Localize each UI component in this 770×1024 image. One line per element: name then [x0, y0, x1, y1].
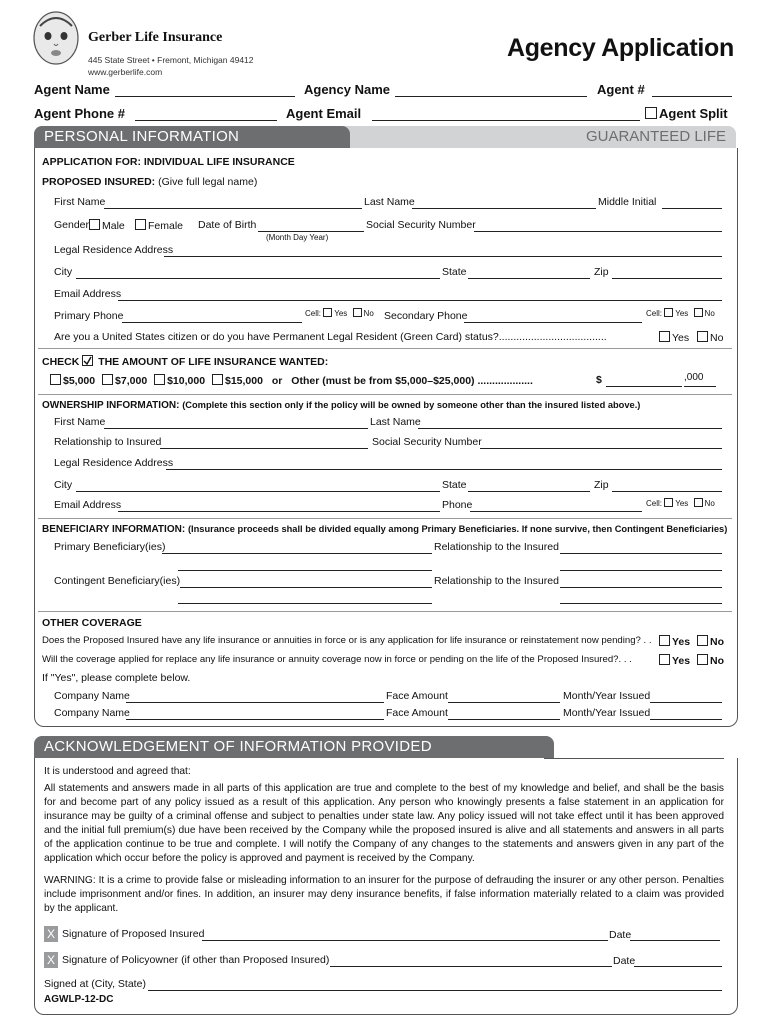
- primary-cell-yes-box[interactable]: [323, 308, 332, 317]
- sig-insured-date-label: Date: [609, 929, 632, 941]
- q2-yes-label: Yes: [672, 655, 691, 667]
- primary-relationship-field[interactable]: [560, 553, 722, 554]
- month-year-issued-field-2[interactable]: [650, 719, 722, 720]
- ssn-label: Social Security Number: [366, 219, 476, 231]
- sig-owner-date-field[interactable]: [634, 966, 722, 967]
- primary-cell-no-box[interactable]: [353, 308, 362, 317]
- state-field[interactable]: [468, 278, 590, 279]
- amount-5000-box[interactable]: [50, 374, 61, 385]
- owner-cell-yes-box[interactable]: [664, 498, 673, 507]
- email-label: Email Address: [54, 288, 122, 300]
- agent-email-field[interactable]: [372, 120, 640, 121]
- agency-name-field[interactable]: [395, 96, 587, 97]
- ownership-hint: (Complete this section only if the policy will be owned by someone other than the insured listed above.): [182, 400, 641, 410]
- female-label: Female: [148, 220, 184, 232]
- amount-5000-label: $5,000: [63, 375, 96, 387]
- face-amount-label: Face Amount: [386, 690, 448, 702]
- first-name-field[interactable]: [104, 208, 362, 209]
- owner-city-label: City: [54, 479, 73, 491]
- page-title: Agency Application: [506, 34, 734, 62]
- other-coverage-title: OTHER COVERAGE: [42, 617, 142, 629]
- ack-warning: WARNING: It is a crime to provide false or misleading information to an insurer for the purpose of defrauding the insurer or any other person. Penalties include imprisonment and/or fines. In addition, an insurer may deny insurance benefits, if false information materially related to a claim was provided by the applicant.: [44, 875, 724, 914]
- citizen-yes-box[interactable]: [659, 331, 670, 342]
- agent-phone-label: Agent Phone #: [34, 106, 126, 121]
- acknowledgement-title: ACKNOWLEDGEMENT OF INFORMATION PROVIDED: [44, 738, 432, 755]
- middle-initial-label: Middle Initial: [598, 196, 657, 208]
- owner-legal-address-label: Legal Residence Address: [54, 457, 174, 469]
- legal-address-field[interactable]: [164, 256, 722, 257]
- signed-at-field[interactable]: [148, 990, 722, 991]
- primary-beneficiary-field-2[interactable]: [178, 570, 432, 571]
- proposed-insured-heading: [42, 176, 257, 188]
- sig-insured-row: [44, 926, 204, 942]
- amount-options: [50, 374, 533, 387]
- agent-split-box[interactable]: [645, 107, 657, 119]
- divider: [38, 611, 732, 612]
- agent-number-label: Agent #: [597, 82, 645, 97]
- gender-label: Gender: [54, 219, 90, 231]
- company-name-label: Company Name: [54, 690, 130, 702]
- check-label: CHECK: [42, 356, 80, 368]
- personal-info-banner: [34, 126, 350, 148]
- citizen-yes-label: Yes: [672, 332, 690, 344]
- q2-no-label: No: [710, 655, 724, 667]
- owner-email-label: Email Address: [54, 499, 122, 511]
- sig-insured-label: Signature of Proposed Insured: [62, 927, 205, 940]
- q1-no-checkbox[interactable]: [697, 635, 724, 648]
- citizen-yes-checkbox[interactable]: [659, 331, 689, 344]
- owner-cell-no-box[interactable]: [694, 498, 703, 507]
- agent-number-field[interactable]: [652, 96, 732, 97]
- owner-phone-field[interactable]: [470, 511, 642, 512]
- q2-yes-checkbox[interactable]: [659, 654, 690, 667]
- sig-insured-date-field[interactable]: [630, 940, 720, 941]
- sig-owner-date-label: Date: [613, 955, 636, 967]
- owner-relationship-label: Relationship to Insured: [54, 436, 162, 448]
- ssn-field[interactable]: [474, 231, 722, 232]
- amount-10000-box[interactable]: [154, 374, 165, 385]
- signed-at-label: Signed at (City, State): [44, 978, 146, 990]
- q1-yes-checkbox[interactable]: [659, 635, 690, 648]
- contingent-relationship-field-2[interactable]: [560, 603, 722, 604]
- gerber-baby-logo: [30, 8, 82, 68]
- contingent-relationship-label: Relationship to the Insured: [434, 575, 559, 587]
- other-amount-field[interactable]: [606, 386, 682, 387]
- agent-name-field[interactable]: [115, 96, 295, 97]
- q2-yes-box[interactable]: [659, 654, 670, 665]
- personal-info-title: PERSONAL INFORMATION: [44, 128, 240, 145]
- q2-no-checkbox[interactable]: [697, 654, 724, 667]
- month-year-issued-label: Month/Year Issued: [563, 690, 651, 702]
- owner-first-name-label: First Name: [54, 416, 106, 428]
- primary-cell-options: [305, 308, 374, 318]
- thousands-suffix: ,000: [684, 372, 704, 383]
- guaranteed-life-text: GUARANTEED LIFE: [585, 128, 726, 145]
- ack-paragraph-1: All statements and answers made in all parts of this application are true and complete to the best of my knowledge and belief, and shall be the basis for and become part of any policy issued as a result of this application. Any person who knowingly presents a false statement in an application for insurance may be guilty of a criminal offense and subject to penalties under state law. Any policy issued will not take effect until it has been approved and the initial full premium(s) due have been received by the Company while the proposed insured is alive and all statements and answers in all parts of the application continue to be true and complete. I will notify the Company of any changes to the statements and answers given in any part of the application which occur before the policy is approved and payment is received by the Company.: [44, 783, 724, 864]
- owner-zip-field[interactable]: [612, 491, 722, 492]
- ack-top-border: [544, 758, 724, 759]
- cell-yes-label: Yes: [334, 309, 348, 318]
- dollar-sign: $: [596, 374, 602, 386]
- citizen-no-checkbox[interactable]: [697, 331, 723, 344]
- owner-email-field[interactable]: [118, 511, 440, 512]
- sign-here-x-icon: X: [44, 926, 58, 942]
- agent-split-checkbox[interactable]: [645, 106, 728, 121]
- owner-state-field[interactable]: [468, 491, 590, 492]
- middle-initial-field[interactable]: [662, 208, 722, 209]
- proposed-insured-hint: (Give full legal name): [158, 176, 258, 188]
- form-code: AGWLP-12-DC: [44, 994, 114, 1005]
- owner-last-name-field[interactable]: [418, 428, 722, 429]
- sig-owner-label: Signature of Policyowner (if other than Proposed Insured): [62, 953, 330, 966]
- face-amount-label-2: Face Amount: [386, 707, 448, 719]
- amount-15000-box[interactable]: [212, 374, 223, 385]
- cell-yes-label-2: Yes: [675, 309, 689, 318]
- city-label: City: [54, 266, 73, 278]
- dob-label: Date of Birth: [198, 219, 257, 231]
- proposed-insured-label: PROPOSED INSURED:: [42, 176, 156, 188]
- primary-phone-field[interactable]: [122, 322, 302, 323]
- check-mark-icon: [82, 355, 93, 366]
- primary-beneficiary-field[interactable]: [162, 553, 432, 554]
- owner-phone-label: Phone: [442, 499, 473, 511]
- ownership-heading: [42, 400, 640, 411]
- amount-15000-label: $15,000: [224, 375, 263, 387]
- beneficiary-title: BENEFICIARY INFORMATION:: [42, 524, 186, 535]
- primary-relationship-label: Relationship to the Insured: [434, 541, 559, 553]
- sig-owner-field[interactable]: [330, 966, 612, 967]
- company-name-field-1[interactable]: [126, 702, 384, 703]
- amount-10000-option[interactable]: [154, 375, 205, 387]
- citizen-question: Are you a United States citizen or do you have Permanent Legal Resident (Green Card) status?.....................................: [54, 331, 607, 343]
- primary-relationship-field-2[interactable]: [560, 570, 722, 571]
- if-yes-instruction: If "Yes", please complete below.: [42, 672, 191, 684]
- primary-phone-label: Primary Phone: [54, 310, 124, 322]
- female-box[interactable]: [135, 219, 146, 230]
- amount-15000-option[interactable]: [212, 375, 263, 387]
- email-field[interactable]: [118, 300, 722, 301]
- amount-7000-option[interactable]: [102, 375, 147, 387]
- first-name-label: First Name: [54, 196, 106, 208]
- citizen-no-box[interactable]: [697, 331, 708, 342]
- beneficiary-hint: (Insurance proceeds shall be divided equally among Primary Beneficiaries. If none survive, then Contingent Beneficiaries): [187, 524, 728, 534]
- owner-relationship-field[interactable]: [160, 448, 368, 449]
- amount-7000-box[interactable]: [102, 374, 113, 385]
- contingent-beneficiary-field-2[interactable]: [178, 603, 432, 604]
- amount-10000-label: $10,000: [167, 375, 206, 387]
- divider: [38, 518, 732, 519]
- secondary-phone-label: Secondary Phone: [384, 310, 468, 322]
- company-name-label-2: Company Name: [54, 707, 130, 719]
- owner-first-name-field[interactable]: [104, 428, 368, 429]
- guaranteed-life-banner: [330, 126, 736, 148]
- beneficiary-heading: [42, 524, 727, 535]
- owner-zip-label: Zip: [594, 479, 609, 491]
- agent-email-label: Agent Email: [286, 106, 362, 121]
- male-checkbox[interactable]: [89, 219, 125, 232]
- owner-city-field[interactable]: [76, 491, 440, 492]
- contingent-beneficiary-label: Contingent Beneficiary(ies): [54, 575, 181, 587]
- or-label: or: [271, 375, 283, 387]
- zip-label: Zip: [594, 266, 609, 278]
- other-coverage-q2: Will the coverage applied for replace any life insurance or annuity coverage now in force or pending on the life of the Proposed Insured?. . .: [42, 654, 632, 665]
- secondary-phone-field[interactable]: [464, 322, 642, 323]
- company-name: Gerber Life Insurance: [88, 30, 223, 45]
- divider: [38, 348, 732, 349]
- divider: [38, 394, 732, 395]
- amount-5000-option[interactable]: [50, 375, 95, 387]
- ack-intro: It is understood and agreed that:: [44, 766, 191, 777]
- sig-insured-field[interactable]: [202, 940, 608, 941]
- acknowledgement-banner: [34, 736, 554, 758]
- owner-ssn-field[interactable]: [480, 448, 722, 449]
- male-label: Male: [102, 220, 125, 232]
- female-checkbox[interactable]: [135, 219, 183, 232]
- thousands-underline: [684, 386, 716, 387]
- legal-address-label: Legal Residence Address: [54, 244, 174, 256]
- q1-no-label: No: [710, 636, 724, 648]
- month-year-issued-label-2: Month/Year Issued: [563, 707, 651, 719]
- zip-field[interactable]: [612, 278, 722, 279]
- owner-cell-label: Cell:: [646, 499, 663, 508]
- owner-legal-address-field[interactable]: [166, 469, 722, 470]
- owner-cell-no-label: No: [704, 499, 715, 508]
- male-box[interactable]: [89, 219, 100, 230]
- other-coverage-q1: Does the Proposed Insured have any life insurance or annuities in force or is any application for life insurance or reinstatement now pending? . .: [42, 635, 652, 646]
- q1-yes-label: Yes: [672, 636, 691, 648]
- sig-owner-row: [44, 952, 329, 968]
- owner-cell-yes-label: Yes: [675, 499, 689, 508]
- contingent-relationship-field[interactable]: [560, 587, 722, 588]
- state-label: State: [442, 266, 467, 278]
- contingent-beneficiary-field[interactable]: [180, 587, 432, 588]
- agent-split-label: Agent Split: [659, 106, 728, 121]
- agent-phone-field[interactable]: [135, 120, 277, 121]
- q1-no-box[interactable]: [697, 635, 708, 646]
- q1-yes-box[interactable]: [659, 635, 670, 646]
- amount-label: THE AMOUNT OF LIFE INSURANCE WANTED:: [98, 356, 329, 368]
- last-name-label: Last Name: [364, 196, 415, 208]
- dob-field[interactable]: [258, 231, 364, 232]
- application-for: APPLICATION FOR: INDIVIDUAL LIFE INSURANCE: [42, 156, 295, 168]
- cell-no-label: No: [363, 309, 374, 318]
- amount-7000-label: $7,000: [115, 375, 148, 387]
- dob-format-hint: (Month Day Year): [266, 233, 329, 242]
- primary-beneficiary-label: Primary Beneficiary(ies): [54, 541, 166, 553]
- citizen-no-label: No: [710, 332, 724, 344]
- month-year-issued-field-1[interactable]: [650, 702, 722, 703]
- face-amount-field-1[interactable]: [448, 702, 560, 703]
- company-website: www.gerberlife.com: [88, 67, 163, 77]
- amount-heading: [42, 355, 328, 368]
- ownership-title: OWNERSHIP INFORMATION:: [42, 400, 180, 411]
- city-field[interactable]: [76, 278, 440, 279]
- company-address: 445 State Street • Fremont, Michigan 49412: [88, 55, 254, 65]
- owner-cell-options: [646, 498, 715, 508]
- agency-name-label: Agency Name: [304, 82, 390, 97]
- other-amount-label: Other (must be from $5,000–$25,000) ...................: [291, 375, 533, 387]
- cell-no-label-2: No: [704, 309, 715, 318]
- secondary-cell-yes-box[interactable]: [664, 308, 673, 317]
- cell-label: Cell:: [305, 309, 322, 318]
- company-name-field-2[interactable]: [126, 719, 384, 720]
- last-name-field[interactable]: [412, 208, 596, 209]
- sign-here-x-icon-2: X: [44, 952, 58, 968]
- owner-last-name-label: Last Name: [370, 416, 421, 428]
- secondary-cell-no-box[interactable]: [694, 308, 703, 317]
- q2-no-box[interactable]: [697, 654, 708, 665]
- owner-state-label: State: [442, 479, 467, 491]
- secondary-cell-options: [646, 308, 715, 318]
- cell-label-2: Cell:: [646, 309, 663, 318]
- agent-name-label: Agent Name: [34, 82, 110, 97]
- owner-ssn-label: Social Security Number: [372, 436, 482, 448]
- face-amount-field-2[interactable]: [448, 719, 560, 720]
